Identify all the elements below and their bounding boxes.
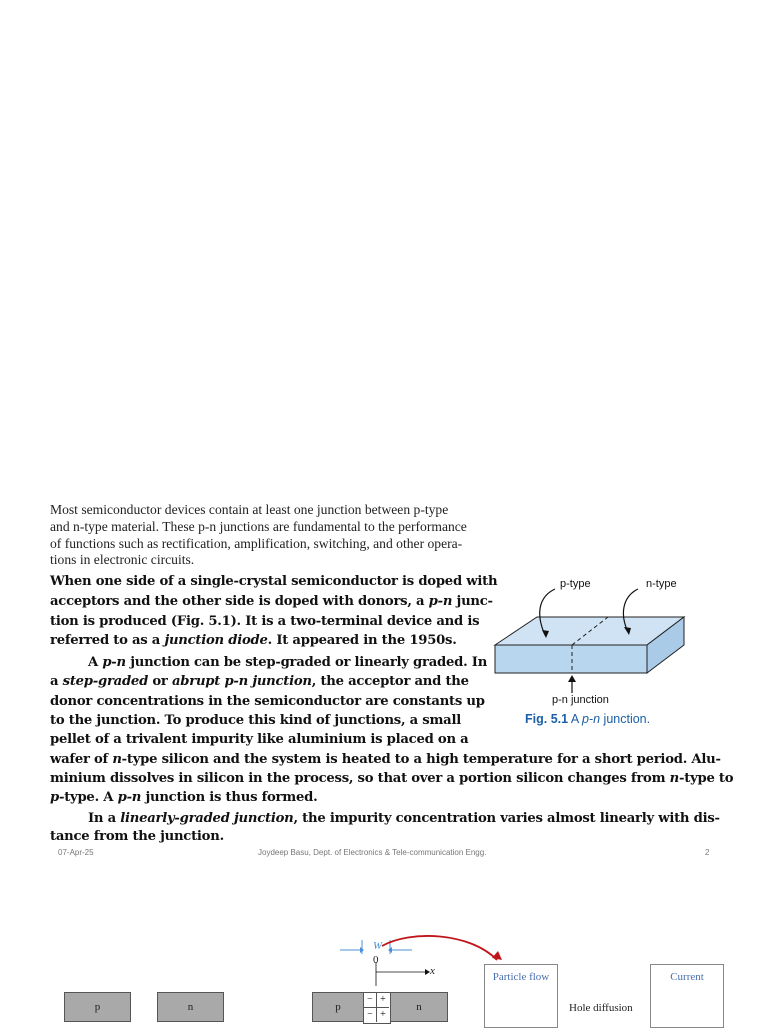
hole-diffusion-label: Hole diffusion — [569, 1002, 633, 1014]
body-line: tance from the junction. — [50, 829, 224, 844]
origin-label: 0 — [373, 954, 379, 966]
particle-flow-box — [484, 964, 558, 1028]
body-line: wafer of n-type silicon and the system is heated to a high temperature for a short period. Alu- — [50, 752, 721, 767]
body-line: When one side of a single-crystal semiconductor is doped with — [50, 574, 498, 589]
body-line: referred to as a junction diode. It appeared in the 1950s. — [50, 633, 457, 648]
body-line: A p-n junction can be step-graded or linearly graded. In — [88, 655, 488, 670]
footer-page-number: 2 — [705, 848, 710, 857]
pn-junction-figure — [490, 575, 720, 730]
body-line: donor concentrations in the semiconductor are constants up — [50, 694, 485, 709]
slide-3-partial — [0, 864, 768, 1024]
intro-line: of functions such as rectification, amplification, switching, and other opera- — [50, 535, 463, 551]
body-line: a step-graded or abrupt p-n junction, the acceptor and the — [50, 674, 469, 689]
depletion-region — [363, 992, 391, 1024]
p-type-label: p-type — [560, 578, 591, 590]
footer-date: 07-Apr-25 — [58, 848, 94, 857]
body-line: minium dissolves in silicon in the process, so that over a portion silicon changes from n-type to — [50, 771, 734, 786]
intro-line: and n-type material. These p-n junctions are fundamental to the performance — [50, 518, 467, 534]
junction-n-region: n — [390, 992, 448, 1022]
figure-caption: Fig. 5.1 A p-n junction. — [525, 712, 651, 726]
body-line: acceptors and the other side is doped with donors, a p-n junc- — [50, 594, 493, 609]
body-line: tion is produced (Fig. 5.1). It is a two-terminal device and is — [50, 614, 480, 629]
n-region-box: n — [157, 992, 224, 1022]
current-label: Current — [670, 971, 704, 983]
width-label: W — [373, 940, 383, 952]
p-region-box: p — [64, 992, 131, 1022]
negative-charge: − — [364, 1008, 377, 1022]
intro-line: Most semiconductor devices contain at least one junction between p-type — [50, 502, 449, 517]
x-axis-label: x — [430, 965, 435, 977]
junction-label: p-n junction — [552, 694, 609, 706]
intro-paragraph — [50, 502, 508, 569]
n-type-label: n-type — [646, 578, 677, 590]
positive-charge: + — [380, 1009, 386, 1020]
footer-author: Joydeep Basu, Dept. of Electronics & Tele-communication Engg. — [258, 848, 487, 857]
body-line: In a linearly-graded junction, the impurity concentration varies almost linearly with dis- — [88, 811, 720, 826]
negative-charge: − — [364, 993, 377, 1008]
pn-junction-diagram — [490, 575, 720, 710]
body-line: pellet of a trivalent impurity like aluminium is placed on a — [50, 732, 469, 747]
body-line: to the junction. To produce this kind of junctions, a small — [50, 713, 461, 728]
positive-charge: + — [377, 993, 389, 1008]
current-box — [650, 964, 724, 1028]
body-line: p-type. A p-n junction is thus formed. — [50, 790, 318, 805]
particle-flow-label: Particle flow — [492, 971, 550, 983]
junction-p-region: p — [312, 992, 364, 1022]
intro-line: tions in electronic circuits. — [50, 552, 195, 568]
